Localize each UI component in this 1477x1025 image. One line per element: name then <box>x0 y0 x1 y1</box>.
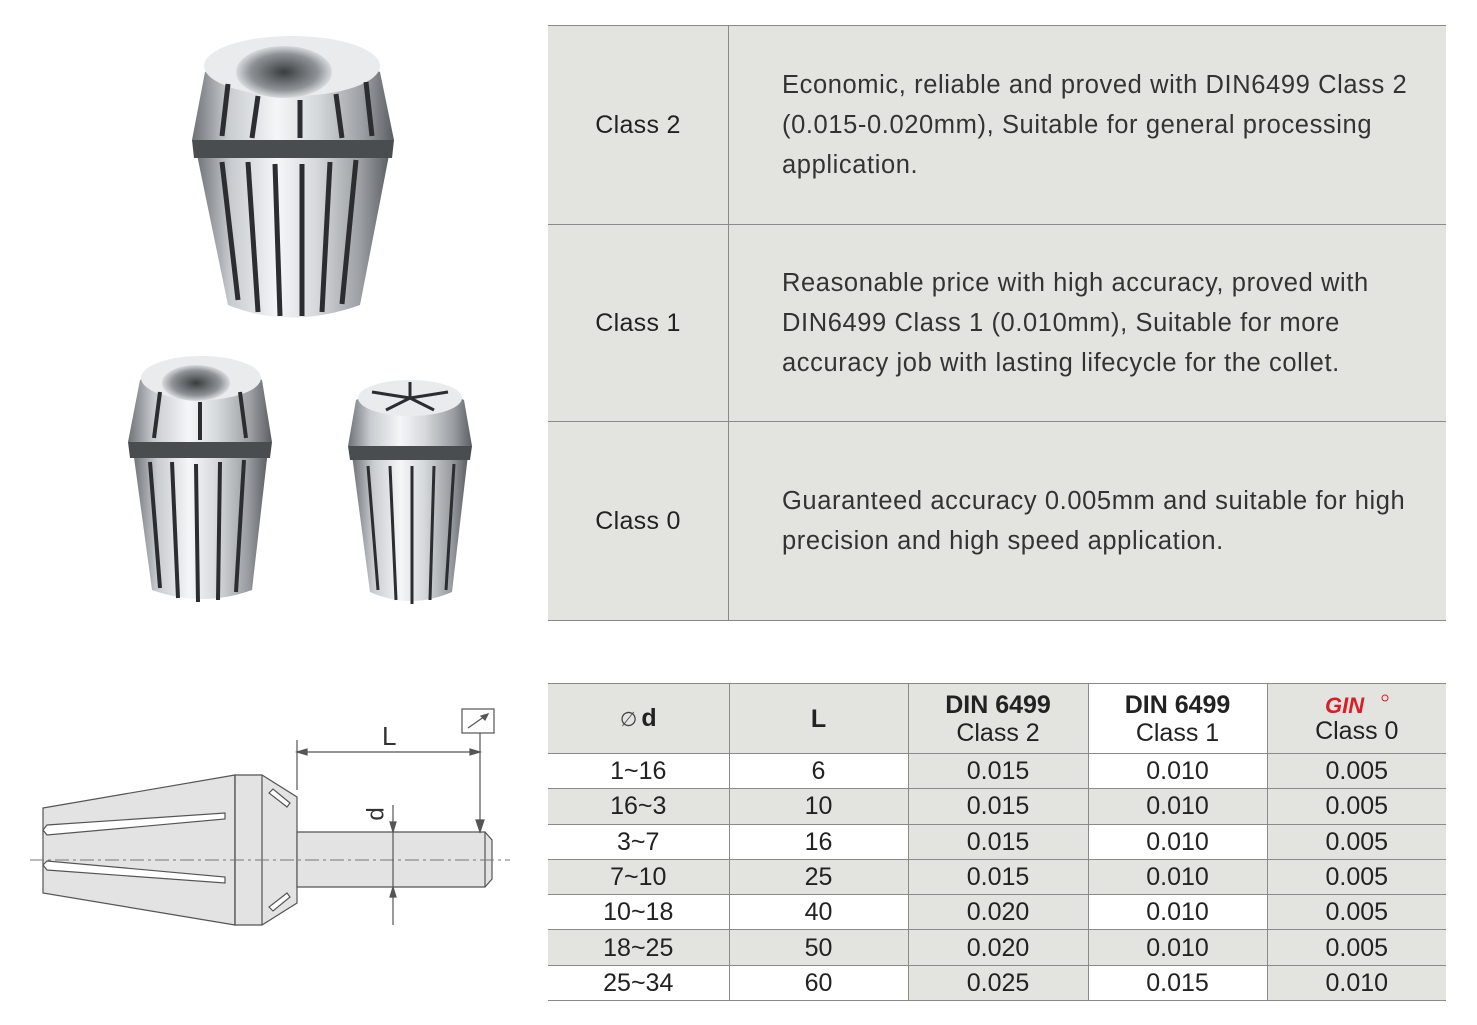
class-description: Economic, reliable and proved with DIN6499 Class 2 (0.015-0.020mm), Suitable for general processing application. <box>729 26 1447 225</box>
cell-class1-tolerance: 0.010 <box>1088 754 1267 789</box>
cell-length: 6 <box>729 754 908 789</box>
cell-class2-tolerance: 0.015 <box>908 859 1088 894</box>
cell-class1-tolerance: 0.010 <box>1088 930 1267 965</box>
class-description-table <box>548 25 1446 621</box>
cell-length: 10 <box>729 789 908 824</box>
class-name: Class 1 <box>548 225 729 422</box>
cell-class0-tolerance: 0.005 <box>1267 789 1446 824</box>
cell-class2-tolerance: 0.025 <box>908 965 1088 1000</box>
tolerance-table-body <box>548 754 1446 1001</box>
table-row <box>548 789 1446 824</box>
runout-tolerance-table <box>548 683 1446 1001</box>
class-description: Reasonable price with high accuracy, proved with DIN6499 Class 1 (0.010mm), Suitable for more accuracy job with lasting lifecycle for the collet. <box>729 225 1447 422</box>
cell-length: 50 <box>729 930 908 965</box>
cell-length: 25 <box>729 859 908 894</box>
table-header-row <box>548 684 1446 754</box>
cell-diameter-range: 18~25 <box>548 930 729 965</box>
class-name: Class 2 <box>548 26 729 225</box>
cell-diameter-range: 7~10 <box>548 859 729 894</box>
table-row <box>548 895 1446 930</box>
header-din-class2-standard: DIN 6499 <box>945 690 1051 719</box>
header-d-label: d <box>641 703 657 732</box>
header-din-class1 <box>1088 684 1267 754</box>
large-collet-image <box>192 36 394 318</box>
cell-class1-tolerance: 0.010 <box>1088 895 1267 930</box>
table-row <box>548 965 1446 1000</box>
class-row <box>548 225 1446 422</box>
dimension-label-L: L <box>382 721 397 751</box>
collet-runout-drawing <box>25 695 525 955</box>
header-din-class1-class: Class 1 <box>1135 718 1220 747</box>
header-length <box>729 684 908 754</box>
cell-class1-tolerance: 0.010 <box>1088 859 1267 894</box>
small-collet-image <box>348 380 472 604</box>
cell-length: 16 <box>729 824 908 859</box>
cell-class0-tolerance: 0.005 <box>1267 754 1446 789</box>
dimension-label-d: d <box>362 807 390 821</box>
diameter-symbol: ∅ <box>619 708 638 731</box>
header-gin-class0 <box>1267 684 1446 754</box>
gin-logo <box>1317 693 1397 717</box>
table-row <box>548 824 1446 859</box>
cell-length: 40 <box>729 895 908 930</box>
cell-class0-tolerance: 0.010 <box>1267 965 1446 1000</box>
header-class0-class: Class 0 <box>1315 716 1399 745</box>
collet-product-images <box>0 0 540 640</box>
cell-diameter-range: 1~16 <box>548 754 729 789</box>
cell-class2-tolerance: 0.015 <box>908 824 1088 859</box>
cell-class2-tolerance: 0.020 <box>908 930 1088 965</box>
class-row <box>548 26 1446 225</box>
cell-diameter-range: 16~3 <box>548 789 729 824</box>
cell-class0-tolerance: 0.005 <box>1267 859 1446 894</box>
table-row <box>548 754 1446 789</box>
header-din-class2 <box>908 684 1088 754</box>
cell-diameter-range: 10~18 <box>548 895 729 930</box>
medium-collet-image <box>128 356 272 602</box>
header-L-label: L <box>810 704 827 733</box>
class-description: Guaranteed accuracy 0.005mm and suitable for high precision and high speed application. <box>729 422 1447 621</box>
header-din-class1-standard: DIN 6499 <box>1124 690 1231 719</box>
cell-class0-tolerance: 0.005 <box>1267 930 1446 965</box>
header-diameter <box>548 684 729 754</box>
cell-class0-tolerance: 0.005 <box>1267 824 1446 859</box>
cell-class1-tolerance: 0.015 <box>1088 965 1267 1000</box>
table-row <box>548 859 1446 894</box>
cell-class2-tolerance: 0.020 <box>908 895 1088 930</box>
cell-class1-tolerance: 0.010 <box>1088 789 1267 824</box>
header-din-class2-class: Class 2 <box>956 718 1040 747</box>
table-row <box>548 930 1446 965</box>
cell-length: 60 <box>729 965 908 1000</box>
cell-class2-tolerance: 0.015 <box>908 754 1088 789</box>
gin-logo-text: GIN <box>1324 692 1364 717</box>
cell-diameter-range: 25~34 <box>548 965 729 1000</box>
class-name: Class 0 <box>548 422 729 621</box>
cell-class2-tolerance: 0.015 <box>908 789 1088 824</box>
class-row <box>548 422 1446 621</box>
cell-class1-tolerance: 0.010 <box>1088 824 1267 859</box>
cell-diameter-range: 3~7 <box>548 824 729 859</box>
cell-class0-tolerance: 0.005 <box>1267 895 1446 930</box>
